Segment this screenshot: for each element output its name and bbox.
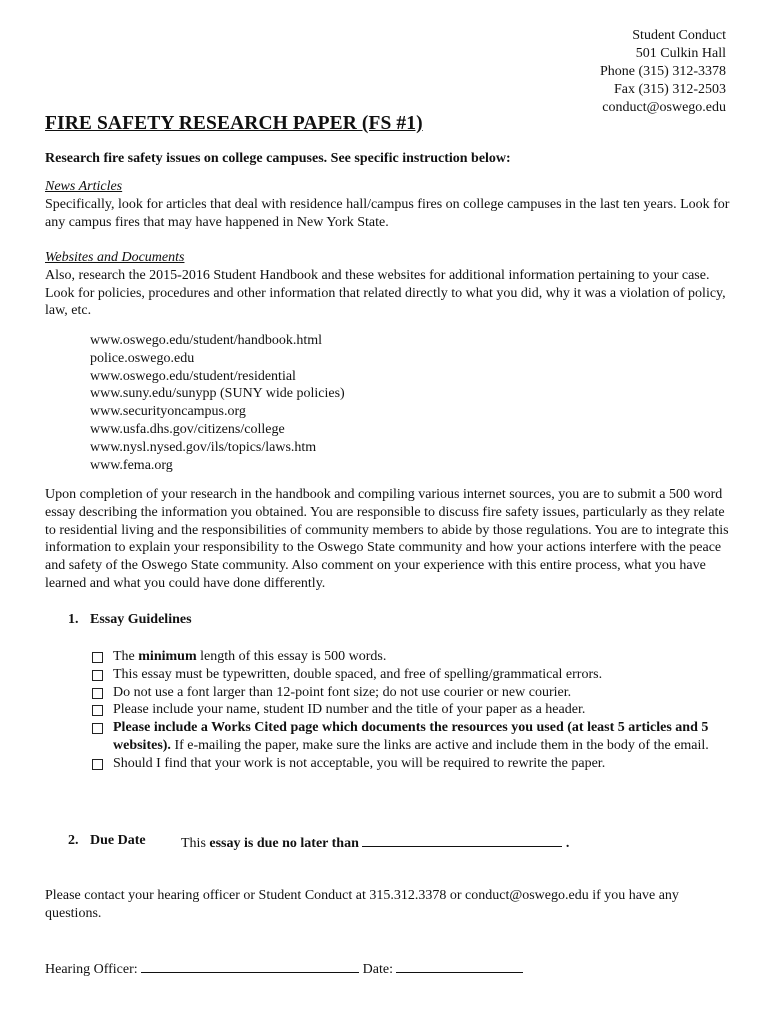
due-number: 2.: [68, 833, 79, 848]
list-item: Please include a Works Cited page which documents the resources you used (at least 5 articles and 5 websites). If e-mailing the paper, make sure the links are active and include them in the body of the email.: [92, 719, 732, 755]
hearing-officer-label: Hearing Officer:: [45, 962, 138, 977]
contact-email: conduct@oswego.edu: [602, 100, 726, 115]
website-link[interactable]: www.nysl.nysed.gov/ils/topics/laws.htm: [90, 439, 317, 455]
guidelines-title: Essay Guidelines: [90, 612, 192, 627]
website-link[interactable]: www.securityoncampus.org: [90, 404, 246, 420]
due-date-blank[interactable]: [362, 833, 562, 847]
contact-office: Student Conduct: [632, 28, 726, 43]
date-label: Date:: [362, 962, 393, 977]
list-item: Do not use a font larger than 12-point font size; do not use courier or new courier.: [92, 684, 732, 702]
date-field[interactable]: [396, 959, 523, 973]
contact-address: 501 Culkin Hall: [635, 46, 726, 61]
signature-line: [45, 959, 523, 978]
guidelines-heading: [68, 612, 192, 628]
websites-heading: Websites and Documents: [45, 250, 185, 265]
contact-phone: Phone (315) 312-3378: [600, 64, 726, 79]
list-item: This essay must be typewritten, double spaced, and free of spelling/grammatical errors.: [92, 666, 732, 684]
hearing-officer-field[interactable]: [141, 959, 359, 973]
list-item: Please include your name, student ID number and the title of your paper as a header.: [92, 701, 732, 719]
checkbox-icon: [92, 759, 103, 770]
website-link[interactable]: www.usfa.dhs.gov/citizens/college: [90, 421, 285, 437]
checkbox-icon: [92, 688, 103, 699]
page-title: FIRE SAFETY RESEARCH PAPER (FS #1): [45, 113, 423, 134]
guidelines-list: [92, 648, 732, 773]
due-title: Due Date: [90, 833, 146, 848]
contact-fax: Fax (315) 312-2503: [614, 82, 726, 97]
website-list: [90, 332, 345, 474]
website-link[interactable]: www.oswego.edu/student/handbook.html: [90, 333, 323, 348]
due-date-heading: [68, 833, 146, 849]
website-link[interactable]: www.suny.edu/sunypp (SUNY wide policies): [90, 386, 345, 402]
list-item: The minimum length of this essay is 500 words.: [92, 648, 732, 666]
website-link[interactable]: police.oswego.edu: [90, 350, 195, 366]
news-section: [45, 178, 735, 231]
news-heading: News Articles: [45, 179, 123, 194]
intro-instruction: Research fire safety issues on college campuses. See specific instruction below:: [45, 151, 511, 166]
news-text: Specifically, look for articles that deal with residence hall/campus fires on college campuses in the last ten years. Look for any campus fires that may have happened in New York State.: [45, 196, 730, 230]
checkbox-icon: [92, 670, 103, 681]
list-item: Should I find that your work is not acceptable, you will be required to rewrite the paper.: [92, 755, 732, 773]
contact-paragraph: Please contact your hearing officer or Student Conduct at 315.312.3378 or conduct@oswego.edu if you have any questions.: [45, 888, 679, 921]
checkbox-icon: [92, 705, 103, 716]
website-link[interactable]: www.oswego.edu/student/residential: [90, 368, 296, 384]
website-link[interactable]: www.fema.org: [90, 457, 173, 473]
guidelines-number: 1.: [68, 612, 79, 627]
checkbox-icon: [92, 723, 103, 734]
contact-block: [600, 27, 726, 117]
due-date-line: This essay is due no later than .: [181, 833, 569, 852]
websites-section: [45, 249, 735, 320]
websites-text: Also, research the 2015-2016 Student Handbook and these websites for additional information pertaining to your case. Look for policies, procedures and other information that related directly to what you did, why it was a violation of policy, law, etc.: [45, 267, 726, 319]
checkbox-icon: [92, 652, 103, 663]
completion-paragraph: Upon completion of your research in the handbook and compiling various internet sources, you are to submit a 500 word essay describing the information you obtained. You are responsible to discuss fire safety issues, particularly as they relate to residential living and the responsibilities of community members to abide by those regulations. You are to integrate this information to explain your responsibility to the Oswego State community and how your actions interfere with the peace and safety of the Oswego State community. Also comment on your experience with this entire process, what you have learned and what you could have done differently.: [45, 487, 729, 591]
